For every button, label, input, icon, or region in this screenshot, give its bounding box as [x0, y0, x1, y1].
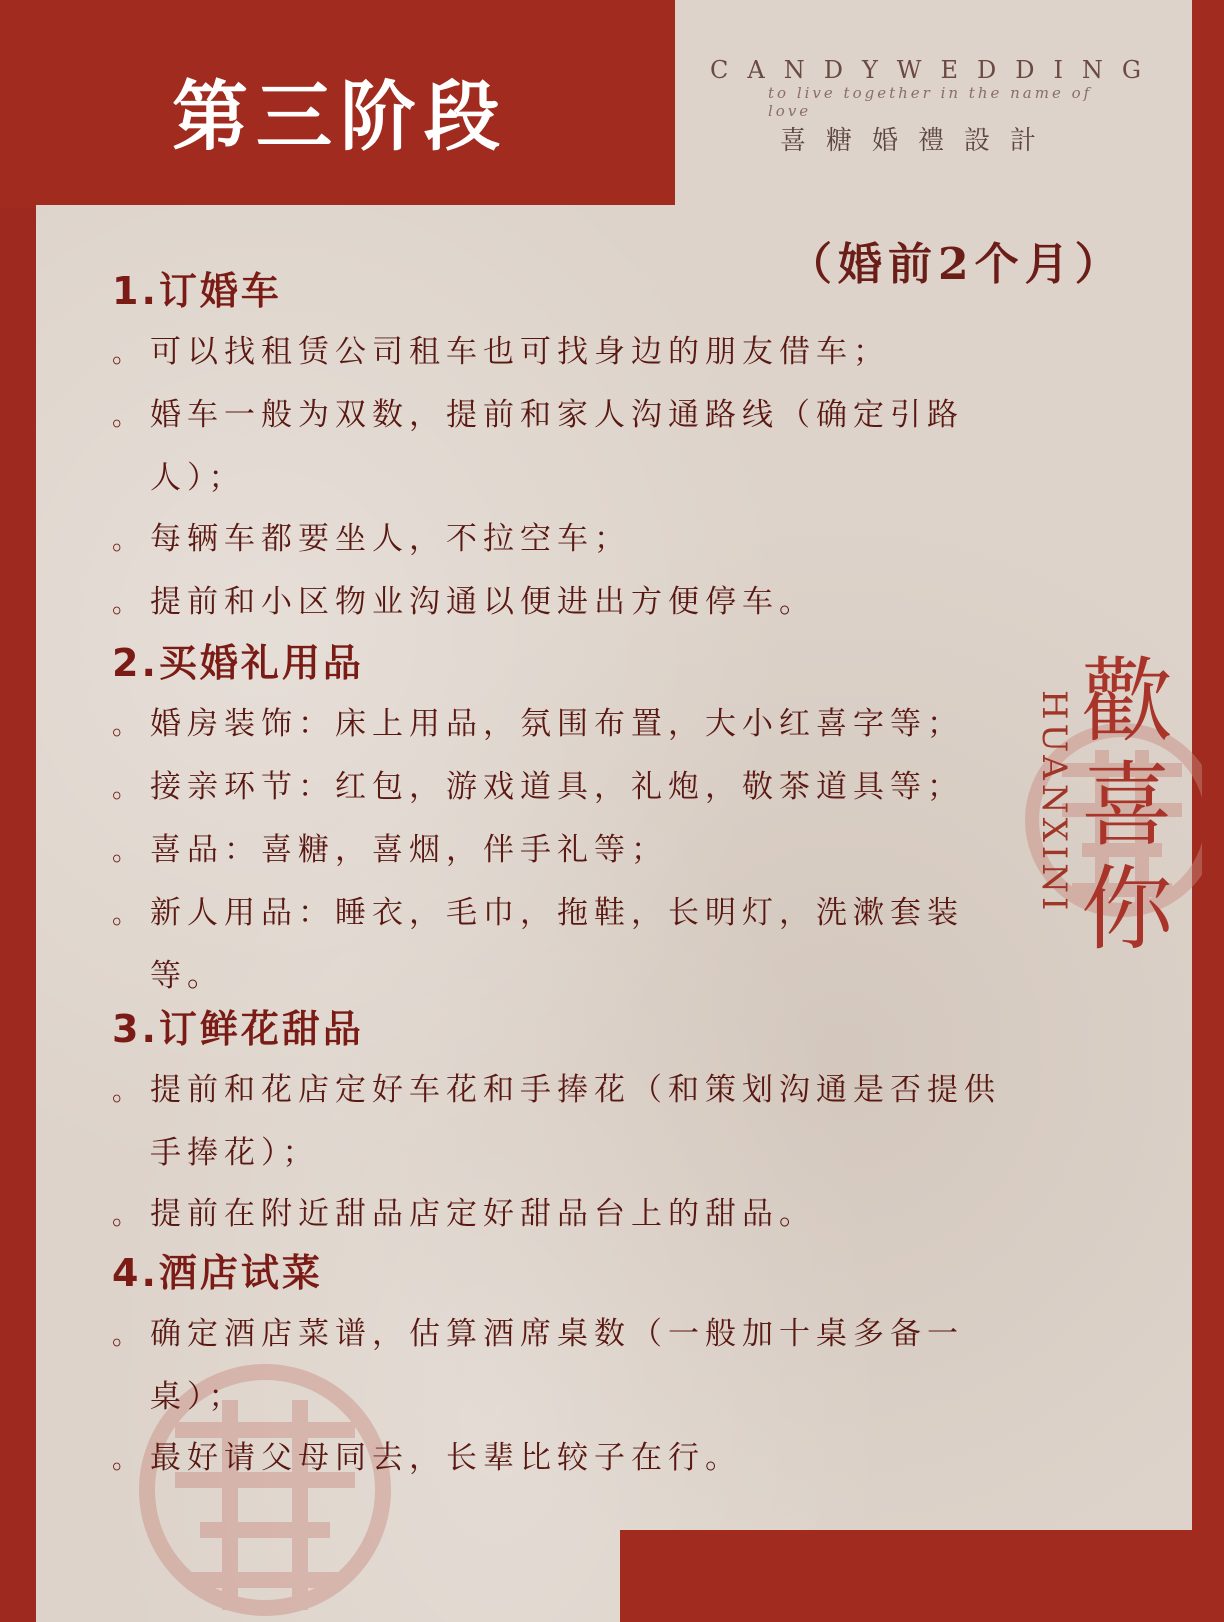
section-title: 3.订鲜花甜品: [112, 1007, 364, 1051]
bullet-dot: 。: [112, 711, 139, 741]
bullet-dot: 。: [112, 402, 139, 432]
section-buy-wedding-supplies: [112, 632, 1012, 1007]
list-item: 。 婚房装饰：床上用品，氛围布置，大小红喜字等；: [112, 694, 1012, 757]
timeframe-subtitle: （婚前2个月）: [788, 239, 1125, 290]
vertical-pinyin-text: HUANXINI: [1034, 690, 1074, 915]
section-book-wedding-cars: [112, 260, 1012, 635]
brand-name-en: CANDYWEDDING: [710, 56, 1161, 84]
list-item: 。 喜品：喜糖，喜烟，伴手礼等；: [112, 820, 1012, 883]
list-item: 。 新人用品：睡衣，毛巾，拖鞋，长明灯，洗漱套装等。: [112, 883, 1012, 1007]
section-title: 2.买婚礼用品: [112, 641, 364, 685]
bullet-dot: 。: [112, 1321, 139, 1351]
brand-name-cn: 喜糖婚禮設計: [780, 126, 1057, 156]
stage-title: 第三阶段: [172, 72, 508, 161]
section-hotel-menu-tasting: [112, 1242, 1012, 1491]
bullet-dot: 。: [112, 589, 139, 619]
brand-script-tagline: to live together in the name of love: [768, 84, 1093, 120]
list-item: 。 提前和小区物业沟通以便进出方便停车。: [112, 572, 1012, 635]
bullet-dot: 。: [112, 526, 139, 556]
list-item: 。 婚车一般为双数，提前和家人沟通路线（确定引路人）；: [112, 385, 1012, 509]
bullet-dot: 。: [112, 1077, 139, 1107]
list-item: 。 提前和花店定好车花和手捧花（和策划沟通是否提供手捧花）；: [112, 1060, 1012, 1184]
list-item: 。 提前在附近甜品店定好甜品台上的甜品。: [112, 1184, 1012, 1247]
bullet-dot: 。: [112, 339, 139, 369]
section-title: 4.酒店试菜: [112, 1251, 323, 1295]
bullet-dot: 。: [112, 837, 139, 867]
vertical-calligraphy-text: 歡喜你: [1080, 648, 1173, 963]
list-item: 。 最好请父母同去，长辈比较子在行。: [112, 1428, 1012, 1491]
bullet-dot: 。: [112, 774, 139, 804]
bullet-dot: 。: [112, 900, 139, 930]
section-title: 1.订婚车: [112, 269, 282, 313]
list-item: 。 可以找租赁公司租车也可找身边的朋友借车；: [112, 322, 1012, 385]
bullet-dot: 。: [112, 1201, 139, 1231]
list-item: 。 每辆车都要坐人，不拉空车；: [112, 509, 1012, 572]
bullet-dot: 。: [112, 1445, 139, 1475]
list-item: 。 接亲环节：红包，游戏道具，礼炮，敬茶道具等；: [112, 757, 1012, 820]
red-bottom-border: [620, 1530, 1224, 1622]
section-order-flowers-desserts: [112, 998, 1012, 1247]
list-item: 。 确定酒店菜谱，估算酒席桌数（一般加十桌多备一桌）；: [112, 1304, 1012, 1428]
